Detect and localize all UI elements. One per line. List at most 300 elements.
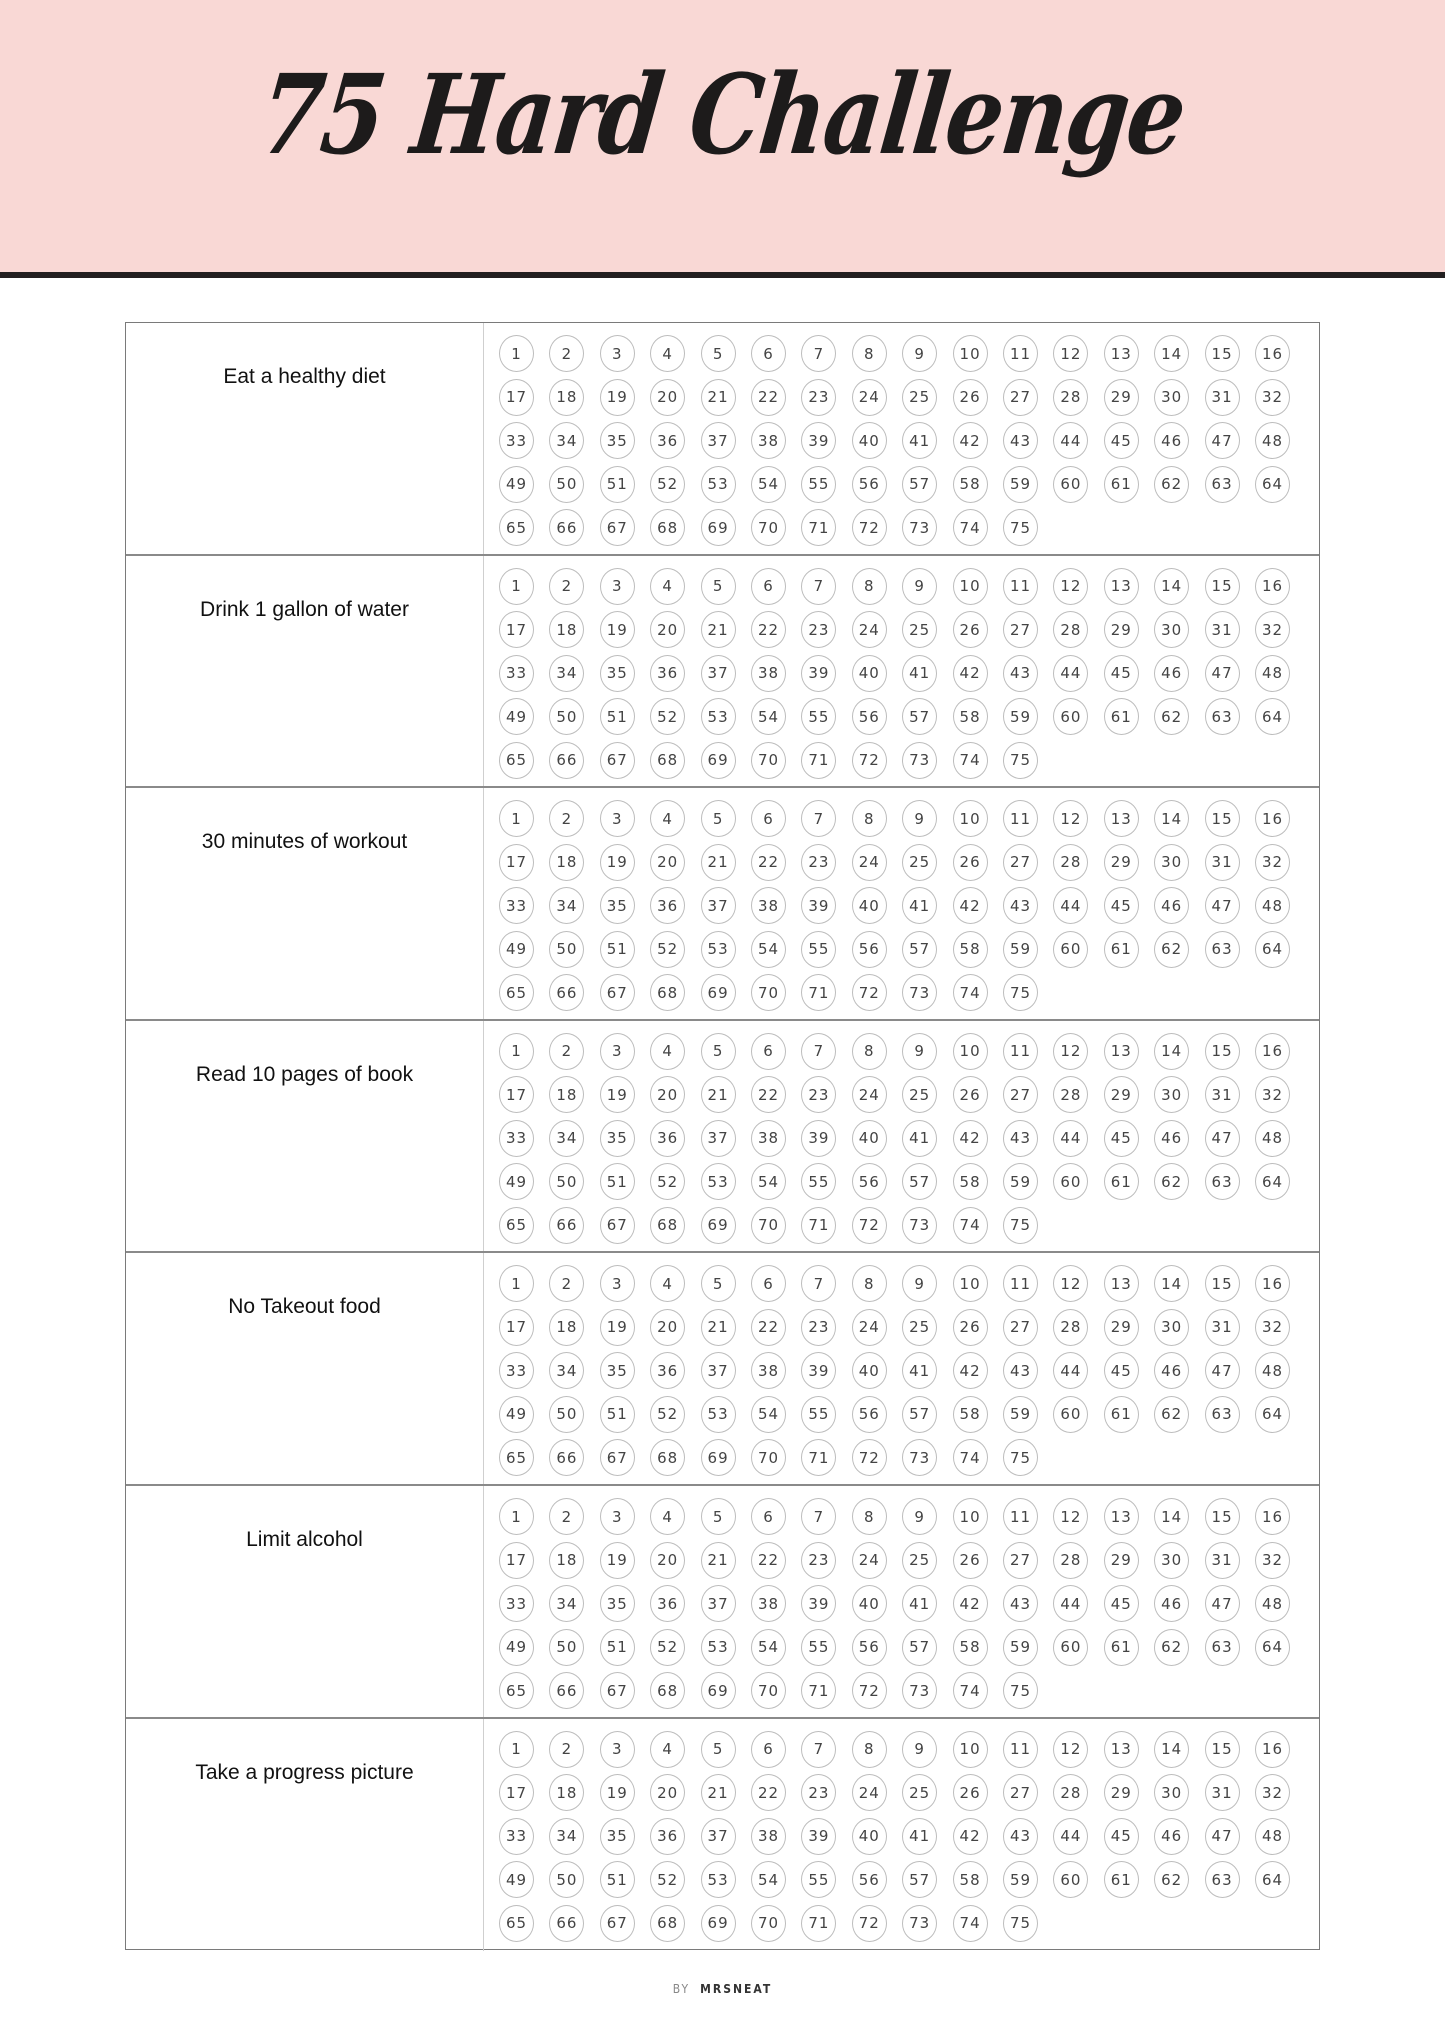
day-checkbox[interactable]: 61 (1104, 1163, 1139, 1200)
day-checkbox[interactable]: 62 (1154, 466, 1189, 503)
day-checkbox[interactable]: 70 (751, 509, 786, 546)
day-checkbox[interactable]: 70 (751, 1672, 786, 1709)
day-checkbox[interactable]: 44 (1053, 1818, 1088, 1855)
day-checkbox[interactable]: 63 (1205, 1861, 1240, 1898)
day-checkbox[interactable]: 14 (1154, 800, 1189, 837)
day-checkbox[interactable]: 69 (701, 974, 736, 1011)
day-checkbox[interactable]: 12 (1053, 1033, 1088, 1070)
day-checkbox[interactable]: 4 (650, 568, 685, 605)
day-checkbox[interactable]: 39 (801, 1120, 836, 1157)
day-checkbox[interactable]: 34 (549, 422, 584, 459)
day-checkbox[interactable]: 17 (499, 844, 534, 881)
day-checkbox[interactable]: 75 (1003, 742, 1038, 779)
day-checkbox[interactable]: 71 (801, 974, 836, 1011)
day-checkbox[interactable]: 68 (650, 974, 685, 1011)
day-checkbox[interactable]: 9 (902, 1265, 937, 1302)
day-checkbox[interactable]: 69 (701, 1439, 736, 1476)
day-checkbox[interactable]: 65 (499, 974, 534, 1011)
day-checkbox[interactable]: 5 (701, 800, 736, 837)
day-checkbox[interactable]: 22 (751, 1774, 786, 1811)
day-checkbox[interactable]: 60 (1053, 931, 1088, 968)
day-checkbox[interactable]: 61 (1104, 698, 1139, 735)
day-checkbox[interactable]: 42 (953, 655, 988, 692)
day-checkbox[interactable]: 34 (549, 1818, 584, 1855)
day-checkbox[interactable]: 61 (1104, 1861, 1139, 1898)
day-checkbox[interactable]: 1 (499, 335, 534, 372)
day-checkbox[interactable]: 28 (1053, 611, 1088, 648)
day-checkbox[interactable]: 29 (1104, 611, 1139, 648)
day-checkbox[interactable]: 54 (751, 1861, 786, 1898)
day-checkbox[interactable]: 7 (801, 1033, 836, 1070)
day-checkbox[interactable]: 14 (1154, 568, 1189, 605)
day-checkbox[interactable]: 54 (751, 1163, 786, 1200)
day-checkbox[interactable]: 57 (902, 1861, 937, 1898)
day-checkbox[interactable]: 21 (701, 379, 736, 416)
day-checkbox[interactable]: 25 (902, 1774, 937, 1811)
day-checkbox[interactable]: 6 (751, 1033, 786, 1070)
day-checkbox[interactable]: 2 (549, 800, 584, 837)
day-checkbox[interactable]: 14 (1154, 1033, 1189, 1070)
day-checkbox[interactable]: 50 (549, 931, 584, 968)
day-checkbox[interactable]: 59 (1003, 1396, 1038, 1433)
day-checkbox[interactable]: 9 (902, 1033, 937, 1070)
day-checkbox[interactable]: 25 (902, 1076, 937, 1113)
day-checkbox[interactable]: 23 (801, 844, 836, 881)
day-checkbox[interactable]: 2 (549, 568, 584, 605)
day-checkbox[interactable]: 24 (852, 1542, 887, 1579)
day-checkbox[interactable]: 70 (751, 1439, 786, 1476)
day-checkbox[interactable]: 32 (1255, 1309, 1290, 1346)
day-checkbox[interactable]: 23 (801, 1542, 836, 1579)
day-checkbox[interactable]: 72 (852, 1439, 887, 1476)
day-checkbox[interactable]: 36 (650, 1352, 685, 1389)
day-checkbox[interactable]: 70 (751, 1905, 786, 1942)
day-checkbox[interactable]: 27 (1003, 1774, 1038, 1811)
day-checkbox[interactable]: 59 (1003, 1163, 1038, 1200)
day-checkbox[interactable]: 3 (600, 1033, 635, 1070)
day-checkbox[interactable]: 30 (1154, 1774, 1189, 1811)
day-checkbox[interactable]: 5 (701, 1498, 736, 1535)
day-checkbox[interactable]: 61 (1104, 466, 1139, 503)
day-checkbox[interactable]: 21 (701, 1309, 736, 1346)
day-checkbox[interactable]: 68 (650, 742, 685, 779)
day-checkbox[interactable]: 75 (1003, 1439, 1038, 1476)
day-checkbox[interactable]: 21 (701, 1076, 736, 1113)
day-checkbox[interactable]: 15 (1205, 1265, 1240, 1302)
day-checkbox[interactable]: 4 (650, 1731, 685, 1768)
day-checkbox[interactable]: 74 (953, 1905, 988, 1942)
day-checkbox[interactable]: 28 (1053, 1774, 1088, 1811)
day-checkbox[interactable]: 56 (852, 931, 887, 968)
day-checkbox[interactable]: 24 (852, 844, 887, 881)
day-checkbox[interactable]: 44 (1053, 1120, 1088, 1157)
day-checkbox[interactable]: 26 (953, 1309, 988, 1346)
day-checkbox[interactable]: 35 (600, 422, 635, 459)
day-checkbox[interactable]: 44 (1053, 887, 1088, 924)
day-checkbox[interactable]: 45 (1104, 1120, 1139, 1157)
day-checkbox[interactable]: 61 (1104, 1629, 1139, 1666)
day-checkbox[interactable]: 7 (801, 800, 836, 837)
day-checkbox[interactable]: 38 (751, 1352, 786, 1389)
day-checkbox[interactable]: 27 (1003, 379, 1038, 416)
day-checkbox[interactable]: 3 (600, 1731, 635, 1768)
day-checkbox[interactable]: 64 (1255, 1861, 1290, 1898)
day-checkbox[interactable]: 17 (499, 1076, 534, 1113)
day-checkbox[interactable]: 18 (549, 1774, 584, 1811)
day-checkbox[interactable]: 12 (1053, 335, 1088, 372)
day-checkbox[interactable]: 37 (701, 1120, 736, 1157)
day-checkbox[interactable]: 41 (902, 655, 937, 692)
day-checkbox[interactable]: 51 (600, 1396, 635, 1433)
day-checkbox[interactable]: 33 (499, 1120, 534, 1157)
day-checkbox[interactable]: 4 (650, 1033, 685, 1070)
day-checkbox[interactable]: 45 (1104, 655, 1139, 692)
day-checkbox[interactable]: 46 (1154, 887, 1189, 924)
day-checkbox[interactable]: 32 (1255, 611, 1290, 648)
day-checkbox[interactable]: 13 (1104, 1265, 1139, 1302)
day-checkbox[interactable]: 74 (953, 742, 988, 779)
day-checkbox[interactable]: 16 (1255, 1033, 1290, 1070)
day-checkbox[interactable]: 58 (953, 1163, 988, 1200)
day-checkbox[interactable]: 52 (650, 466, 685, 503)
day-checkbox[interactable]: 48 (1255, 1585, 1290, 1622)
day-checkbox[interactable]: 27 (1003, 844, 1038, 881)
day-checkbox[interactable]: 50 (549, 1163, 584, 1200)
day-checkbox[interactable]: 31 (1205, 1309, 1240, 1346)
day-checkbox[interactable]: 11 (1003, 1498, 1038, 1535)
day-checkbox[interactable]: 15 (1205, 1498, 1240, 1535)
day-checkbox[interactable]: 64 (1255, 931, 1290, 968)
day-checkbox[interactable]: 60 (1053, 466, 1088, 503)
day-checkbox[interactable]: 46 (1154, 1585, 1189, 1622)
day-checkbox[interactable]: 45 (1104, 887, 1139, 924)
day-checkbox[interactable]: 74 (953, 974, 988, 1011)
day-checkbox[interactable]: 13 (1104, 568, 1139, 605)
day-checkbox[interactable]: 6 (751, 1498, 786, 1535)
day-checkbox[interactable]: 73 (902, 1672, 937, 1709)
day-checkbox[interactable]: 20 (650, 1774, 685, 1811)
day-checkbox[interactable]: 15 (1205, 800, 1240, 837)
day-checkbox[interactable]: 52 (650, 1396, 685, 1433)
day-checkbox[interactable]: 17 (499, 611, 534, 648)
day-checkbox[interactable]: 26 (953, 1774, 988, 1811)
day-checkbox[interactable]: 35 (600, 1585, 635, 1622)
day-checkbox[interactable]: 73 (902, 974, 937, 1011)
day-checkbox[interactable]: 74 (953, 1207, 988, 1244)
day-checkbox[interactable]: 56 (852, 698, 887, 735)
day-checkbox[interactable]: 23 (801, 379, 836, 416)
day-checkbox[interactable]: 57 (902, 1629, 937, 1666)
day-checkbox[interactable]: 59 (1003, 1861, 1038, 1898)
day-checkbox[interactable]: 49 (499, 1163, 534, 1200)
day-checkbox[interactable]: 70 (751, 742, 786, 779)
day-checkbox[interactable]: 9 (902, 568, 937, 605)
day-checkbox[interactable]: 5 (701, 1033, 736, 1070)
day-checkbox[interactable]: 32 (1255, 379, 1290, 416)
day-checkbox[interactable]: 48 (1255, 1120, 1290, 1157)
day-checkbox[interactable]: 39 (801, 1818, 836, 1855)
day-checkbox[interactable]: 62 (1154, 698, 1189, 735)
day-checkbox[interactable]: 31 (1205, 611, 1240, 648)
day-checkbox[interactable]: 39 (801, 1585, 836, 1622)
day-checkbox[interactable]: 33 (499, 1352, 534, 1389)
day-checkbox[interactable]: 29 (1104, 844, 1139, 881)
day-checkbox[interactable]: 55 (801, 931, 836, 968)
day-checkbox[interactable]: 43 (1003, 1120, 1038, 1157)
day-checkbox[interactable]: 6 (751, 800, 786, 837)
day-checkbox[interactable]: 32 (1255, 1774, 1290, 1811)
day-checkbox[interactable]: 43 (1003, 1818, 1038, 1855)
day-checkbox[interactable]: 42 (953, 1818, 988, 1855)
day-checkbox[interactable]: 58 (953, 698, 988, 735)
day-checkbox[interactable]: 45 (1104, 1352, 1139, 1389)
day-checkbox[interactable]: 52 (650, 1163, 685, 1200)
day-checkbox[interactable]: 38 (751, 1585, 786, 1622)
day-checkbox[interactable]: 4 (650, 800, 685, 837)
day-checkbox[interactable]: 58 (953, 466, 988, 503)
day-checkbox[interactable]: 67 (600, 742, 635, 779)
day-checkbox[interactable]: 12 (1053, 800, 1088, 837)
day-checkbox[interactable]: 60 (1053, 1861, 1088, 1898)
day-checkbox[interactable]: 8 (852, 1731, 887, 1768)
day-checkbox[interactable]: 75 (1003, 974, 1038, 1011)
day-checkbox[interactable]: 45 (1104, 1818, 1139, 1855)
day-checkbox[interactable]: 73 (902, 1905, 937, 1942)
day-checkbox[interactable]: 43 (1003, 655, 1038, 692)
day-checkbox[interactable]: 43 (1003, 422, 1038, 459)
day-checkbox[interactable]: 51 (600, 931, 635, 968)
day-checkbox[interactable]: 40 (852, 1120, 887, 1157)
day-checkbox[interactable]: 36 (650, 422, 685, 459)
day-checkbox[interactable]: 34 (549, 887, 584, 924)
day-checkbox[interactable]: 13 (1104, 1731, 1139, 1768)
day-checkbox[interactable]: 50 (549, 1861, 584, 1898)
day-checkbox[interactable]: 68 (650, 1439, 685, 1476)
day-checkbox[interactable]: 57 (902, 1396, 937, 1433)
day-checkbox[interactable]: 59 (1003, 698, 1038, 735)
day-checkbox[interactable]: 64 (1255, 1396, 1290, 1433)
day-checkbox[interactable]: 43 (1003, 1352, 1038, 1389)
day-checkbox[interactable]: 14 (1154, 1731, 1189, 1768)
day-checkbox[interactable]: 37 (701, 422, 736, 459)
day-checkbox[interactable]: 67 (600, 1672, 635, 1709)
day-checkbox[interactable]: 73 (902, 1207, 937, 1244)
day-checkbox[interactable]: 63 (1205, 1629, 1240, 1666)
day-checkbox[interactable]: 49 (499, 1861, 534, 1898)
day-checkbox[interactable]: 57 (902, 931, 937, 968)
day-checkbox[interactable]: 59 (1003, 931, 1038, 968)
day-checkbox[interactable]: 7 (801, 1731, 836, 1768)
day-checkbox[interactable]: 10 (953, 1033, 988, 1070)
day-checkbox[interactable]: 3 (600, 800, 635, 837)
day-checkbox[interactable]: 7 (801, 1265, 836, 1302)
day-checkbox[interactable]: 17 (499, 379, 534, 416)
day-checkbox[interactable]: 65 (499, 742, 534, 779)
day-checkbox[interactable]: 8 (852, 1033, 887, 1070)
day-checkbox[interactable]: 19 (600, 1309, 635, 1346)
day-checkbox[interactable]: 72 (852, 1672, 887, 1709)
day-checkbox[interactable]: 43 (1003, 887, 1038, 924)
day-checkbox[interactable]: 20 (650, 379, 685, 416)
day-checkbox[interactable]: 54 (751, 931, 786, 968)
day-checkbox[interactable]: 68 (650, 509, 685, 546)
day-checkbox[interactable]: 46 (1154, 1818, 1189, 1855)
day-checkbox[interactable]: 6 (751, 1731, 786, 1768)
day-checkbox[interactable]: 36 (650, 1585, 685, 1622)
day-checkbox[interactable]: 28 (1053, 1309, 1088, 1346)
day-checkbox[interactable]: 71 (801, 1672, 836, 1709)
day-checkbox[interactable]: 53 (701, 1163, 736, 1200)
day-checkbox[interactable]: 75 (1003, 509, 1038, 546)
day-checkbox[interactable]: 55 (801, 1396, 836, 1433)
day-checkbox[interactable]: 37 (701, 1818, 736, 1855)
day-checkbox[interactable]: 71 (801, 742, 836, 779)
day-checkbox[interactable]: 17 (499, 1309, 534, 1346)
day-checkbox[interactable]: 19 (600, 379, 635, 416)
day-checkbox[interactable]: 58 (953, 1861, 988, 1898)
day-checkbox[interactable]: 30 (1154, 611, 1189, 648)
day-checkbox[interactable]: 63 (1205, 466, 1240, 503)
day-checkbox[interactable]: 57 (902, 466, 937, 503)
day-checkbox[interactable]: 59 (1003, 466, 1038, 503)
day-checkbox[interactable]: 63 (1205, 1163, 1240, 1200)
day-checkbox[interactable]: 32 (1255, 1542, 1290, 1579)
day-checkbox[interactable]: 39 (801, 1352, 836, 1389)
day-checkbox[interactable]: 55 (801, 698, 836, 735)
day-checkbox[interactable]: 52 (650, 1629, 685, 1666)
day-checkbox[interactable]: 65 (499, 1439, 534, 1476)
day-checkbox[interactable]: 51 (600, 698, 635, 735)
day-checkbox[interactable]: 62 (1154, 1629, 1189, 1666)
day-checkbox[interactable]: 53 (701, 1396, 736, 1433)
day-checkbox[interactable]: 24 (852, 611, 887, 648)
day-checkbox[interactable]: 8 (852, 1498, 887, 1535)
day-checkbox[interactable]: 20 (650, 1076, 685, 1113)
day-checkbox[interactable]: 22 (751, 1309, 786, 1346)
day-checkbox[interactable]: 66 (549, 1207, 584, 1244)
day-checkbox[interactable]: 55 (801, 1629, 836, 1666)
day-checkbox[interactable]: 19 (600, 1542, 635, 1579)
day-checkbox[interactable]: 8 (852, 568, 887, 605)
day-checkbox[interactable]: 39 (801, 655, 836, 692)
day-checkbox[interactable]: 21 (701, 1542, 736, 1579)
day-checkbox[interactable]: 34 (549, 1585, 584, 1622)
day-checkbox[interactable]: 24 (852, 379, 887, 416)
day-checkbox[interactable]: 20 (650, 1542, 685, 1579)
day-checkbox[interactable]: 55 (801, 1861, 836, 1898)
day-checkbox[interactable]: 75 (1003, 1207, 1038, 1244)
day-checkbox[interactable]: 54 (751, 1629, 786, 1666)
day-checkbox[interactable]: 30 (1154, 1542, 1189, 1579)
day-checkbox[interactable]: 24 (852, 1076, 887, 1113)
day-checkbox[interactable]: 55 (801, 1163, 836, 1200)
day-checkbox[interactable]: 37 (701, 655, 736, 692)
day-checkbox[interactable]: 12 (1053, 1265, 1088, 1302)
day-checkbox[interactable]: 18 (549, 1309, 584, 1346)
day-checkbox[interactable]: 33 (499, 1818, 534, 1855)
day-checkbox[interactable]: 66 (549, 1439, 584, 1476)
day-checkbox[interactable]: 66 (549, 742, 584, 779)
day-checkbox[interactable]: 34 (549, 655, 584, 692)
day-checkbox[interactable]: 61 (1104, 1396, 1139, 1433)
day-checkbox[interactable]: 40 (852, 887, 887, 924)
day-checkbox[interactable]: 49 (499, 466, 534, 503)
day-checkbox[interactable]: 36 (650, 887, 685, 924)
day-checkbox[interactable]: 30 (1154, 379, 1189, 416)
day-checkbox[interactable]: 44 (1053, 1352, 1088, 1389)
day-checkbox[interactable]: 62 (1154, 1861, 1189, 1898)
day-checkbox[interactable]: 39 (801, 887, 836, 924)
day-checkbox[interactable]: 30 (1154, 844, 1189, 881)
day-checkbox[interactable]: 72 (852, 1207, 887, 1244)
day-checkbox[interactable]: 61 (1104, 931, 1139, 968)
day-checkbox[interactable]: 67 (600, 509, 635, 546)
day-checkbox[interactable]: 10 (953, 1265, 988, 1302)
day-checkbox[interactable]: 66 (549, 509, 584, 546)
day-checkbox[interactable]: 44 (1053, 1585, 1088, 1622)
day-checkbox[interactable]: 40 (852, 1818, 887, 1855)
day-checkbox[interactable]: 41 (902, 422, 937, 459)
day-checkbox[interactable]: 73 (902, 742, 937, 779)
day-checkbox[interactable]: 38 (751, 1120, 786, 1157)
day-checkbox[interactable]: 13 (1104, 800, 1139, 837)
day-checkbox[interactable]: 10 (953, 335, 988, 372)
day-checkbox[interactable]: 33 (499, 655, 534, 692)
day-checkbox[interactable]: 67 (600, 1905, 635, 1942)
day-checkbox[interactable]: 49 (499, 1629, 534, 1666)
day-checkbox[interactable]: 11 (1003, 1731, 1038, 1768)
day-checkbox[interactable]: 25 (902, 1309, 937, 1346)
day-checkbox[interactable]: 18 (549, 379, 584, 416)
day-checkbox[interactable]: 44 (1053, 655, 1088, 692)
day-checkbox[interactable]: 65 (499, 1905, 534, 1942)
day-checkbox[interactable]: 2 (549, 335, 584, 372)
day-checkbox[interactable]: 56 (852, 466, 887, 503)
day-checkbox[interactable]: 9 (902, 1731, 937, 1768)
day-checkbox[interactable]: 42 (953, 887, 988, 924)
day-checkbox[interactable]: 14 (1154, 1265, 1189, 1302)
day-checkbox[interactable]: 10 (953, 800, 988, 837)
day-checkbox[interactable]: 13 (1104, 1498, 1139, 1535)
day-checkbox[interactable]: 19 (600, 1076, 635, 1113)
day-checkbox[interactable]: 56 (852, 1396, 887, 1433)
day-checkbox[interactable]: 48 (1255, 655, 1290, 692)
day-checkbox[interactable]: 72 (852, 742, 887, 779)
day-checkbox[interactable]: 32 (1255, 844, 1290, 881)
day-checkbox[interactable]: 22 (751, 611, 786, 648)
day-checkbox[interactable]: 47 (1205, 655, 1240, 692)
day-checkbox[interactable]: 50 (549, 466, 584, 503)
day-checkbox[interactable]: 15 (1205, 1033, 1240, 1070)
day-checkbox[interactable]: 27 (1003, 1076, 1038, 1113)
day-checkbox[interactable]: 71 (801, 1905, 836, 1942)
day-checkbox[interactable]: 51 (600, 466, 635, 503)
day-checkbox[interactable]: 49 (499, 1396, 534, 1433)
day-checkbox[interactable]: 52 (650, 698, 685, 735)
day-checkbox[interactable]: 23 (801, 1774, 836, 1811)
day-checkbox[interactable]: 64 (1255, 698, 1290, 735)
day-checkbox[interactable]: 47 (1205, 1585, 1240, 1622)
day-checkbox[interactable]: 60 (1053, 1163, 1088, 1200)
day-checkbox[interactable]: 62 (1154, 1163, 1189, 1200)
day-checkbox[interactable]: 4 (650, 335, 685, 372)
day-checkbox[interactable]: 29 (1104, 379, 1139, 416)
day-checkbox[interactable]: 13 (1104, 335, 1139, 372)
day-checkbox[interactable]: 64 (1255, 1629, 1290, 1666)
day-checkbox[interactable]: 53 (701, 1629, 736, 1666)
day-checkbox[interactable]: 46 (1154, 1120, 1189, 1157)
day-checkbox[interactable]: 54 (751, 1396, 786, 1433)
